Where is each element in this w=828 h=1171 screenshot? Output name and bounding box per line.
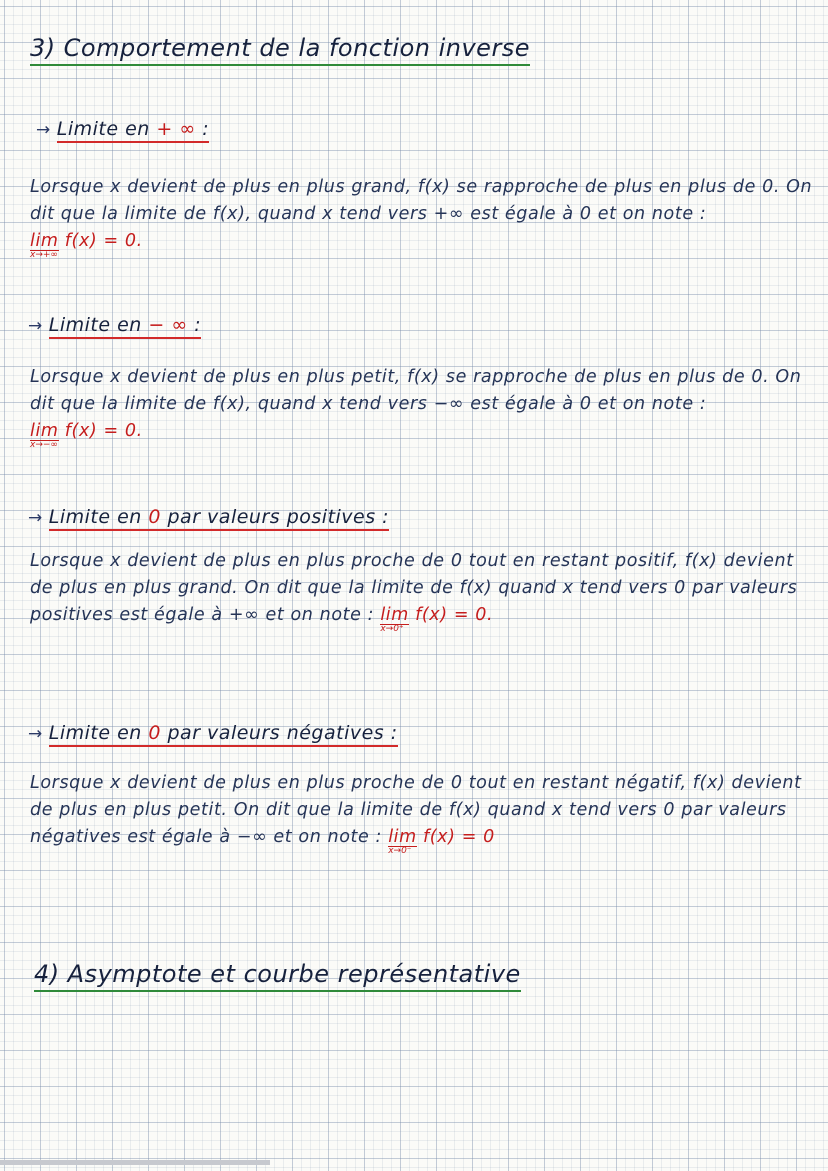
formula-subscript: x→0⁺ <box>380 624 404 634</box>
limit-zero-negative-text <box>30 770 820 856</box>
arrow-right-icon: → <box>28 316 43 336</box>
section-3-title-text: Comportement de la fonction inverse <box>63 34 531 62</box>
formula-lim: lim <box>30 231 59 251</box>
limit-paragraph: Lorsque x devient de plus en plus proche de 0 tout en restant positif, f(x) devient de plus en plus grand. On dit que la limite de f(x) quand x tend vers 0 par valeurs positives est égale à +∞ et on note : <box>30 551 798 625</box>
limit-heading-label: Limite en <box>48 314 142 336</box>
limit-zero-positive-heading <box>28 506 389 528</box>
limit-paragraph: Lorsque x devient de plus en plus petit, f(x) se rapproche de plus en plus de 0. On dit que la limite de f(x), quand x tend vers −∞ est égale à 0 et on note : <box>30 367 802 414</box>
section-4-number: 4) <box>34 960 60 988</box>
limit-heading-accent: − ∞ <box>148 314 188 336</box>
limit-formula <box>30 231 143 260</box>
arrow-right-icon: → <box>36 120 51 140</box>
limit-zero-negative-heading <box>28 722 398 744</box>
limit-plus-infinity-heading <box>36 118 209 140</box>
formula-rest: f(x) = 0. <box>64 421 143 441</box>
limit-formula <box>30 421 143 450</box>
limit-paragraph: Lorsque x devient de plus en plus proche de 0 tout en restant négatif, f(x) devient de plus en plus petit. On dit que la limite de f(x) quand x tend vers 0 par valeurs négatives est égale à −∞ et on note : <box>30 773 802 847</box>
limit-heading-accent: 0 <box>148 506 161 528</box>
limit-heading-label: Limite en <box>56 118 150 140</box>
formula-subscript: x→0⁻ <box>388 846 412 856</box>
formula-lim: lim <box>388 827 417 847</box>
limit-heading-label: Limite en <box>48 722 142 744</box>
arrow-right-icon: → <box>28 724 43 744</box>
limit-minus-infinity-heading <box>28 314 201 336</box>
limit-zero-positive-text <box>30 548 820 634</box>
limit-paragraph: Lorsque x devient de plus en plus grand, f(x) se rapproche de plus en plus de 0. On dit que la limite de f(x), quand x tend vers +∞ est égale à 0 et on note : <box>30 177 813 224</box>
limit-heading-accent: 0 <box>148 722 161 744</box>
limit-minus-infinity-text <box>30 364 820 450</box>
section-3-title <box>30 34 530 66</box>
formula-rest: f(x) = 0. <box>64 231 143 251</box>
formula-subscript: x→−∞ <box>30 440 58 450</box>
limit-formula <box>380 605 494 634</box>
limit-heading-suffix: par valeurs positives : <box>167 506 390 528</box>
section-3-number: 3) <box>30 34 56 62</box>
limit-heading-label: Limite en <box>48 506 142 528</box>
page-edge-strip <box>0 1160 270 1165</box>
formula-rest: f(x) = 0 <box>422 827 495 847</box>
formula-subscript: x→+∞ <box>30 250 58 260</box>
section-4-title-text: Asymptote et courbe représentative <box>67 960 521 988</box>
limit-heading-suffix: par valeurs négatives : <box>167 722 398 744</box>
formula-rest: f(x) = 0. <box>415 605 494 625</box>
limit-heading-suffix: : <box>194 314 202 336</box>
arrow-right-icon: → <box>28 508 43 528</box>
limit-heading-suffix: : <box>202 118 210 140</box>
limit-plus-infinity-text <box>30 174 820 260</box>
formula-lim: lim <box>380 605 409 625</box>
section-4-title <box>34 960 521 992</box>
limit-heading-accent: + ∞ <box>156 118 196 140</box>
formula-lim: lim <box>30 421 59 441</box>
limit-formula <box>388 827 495 856</box>
